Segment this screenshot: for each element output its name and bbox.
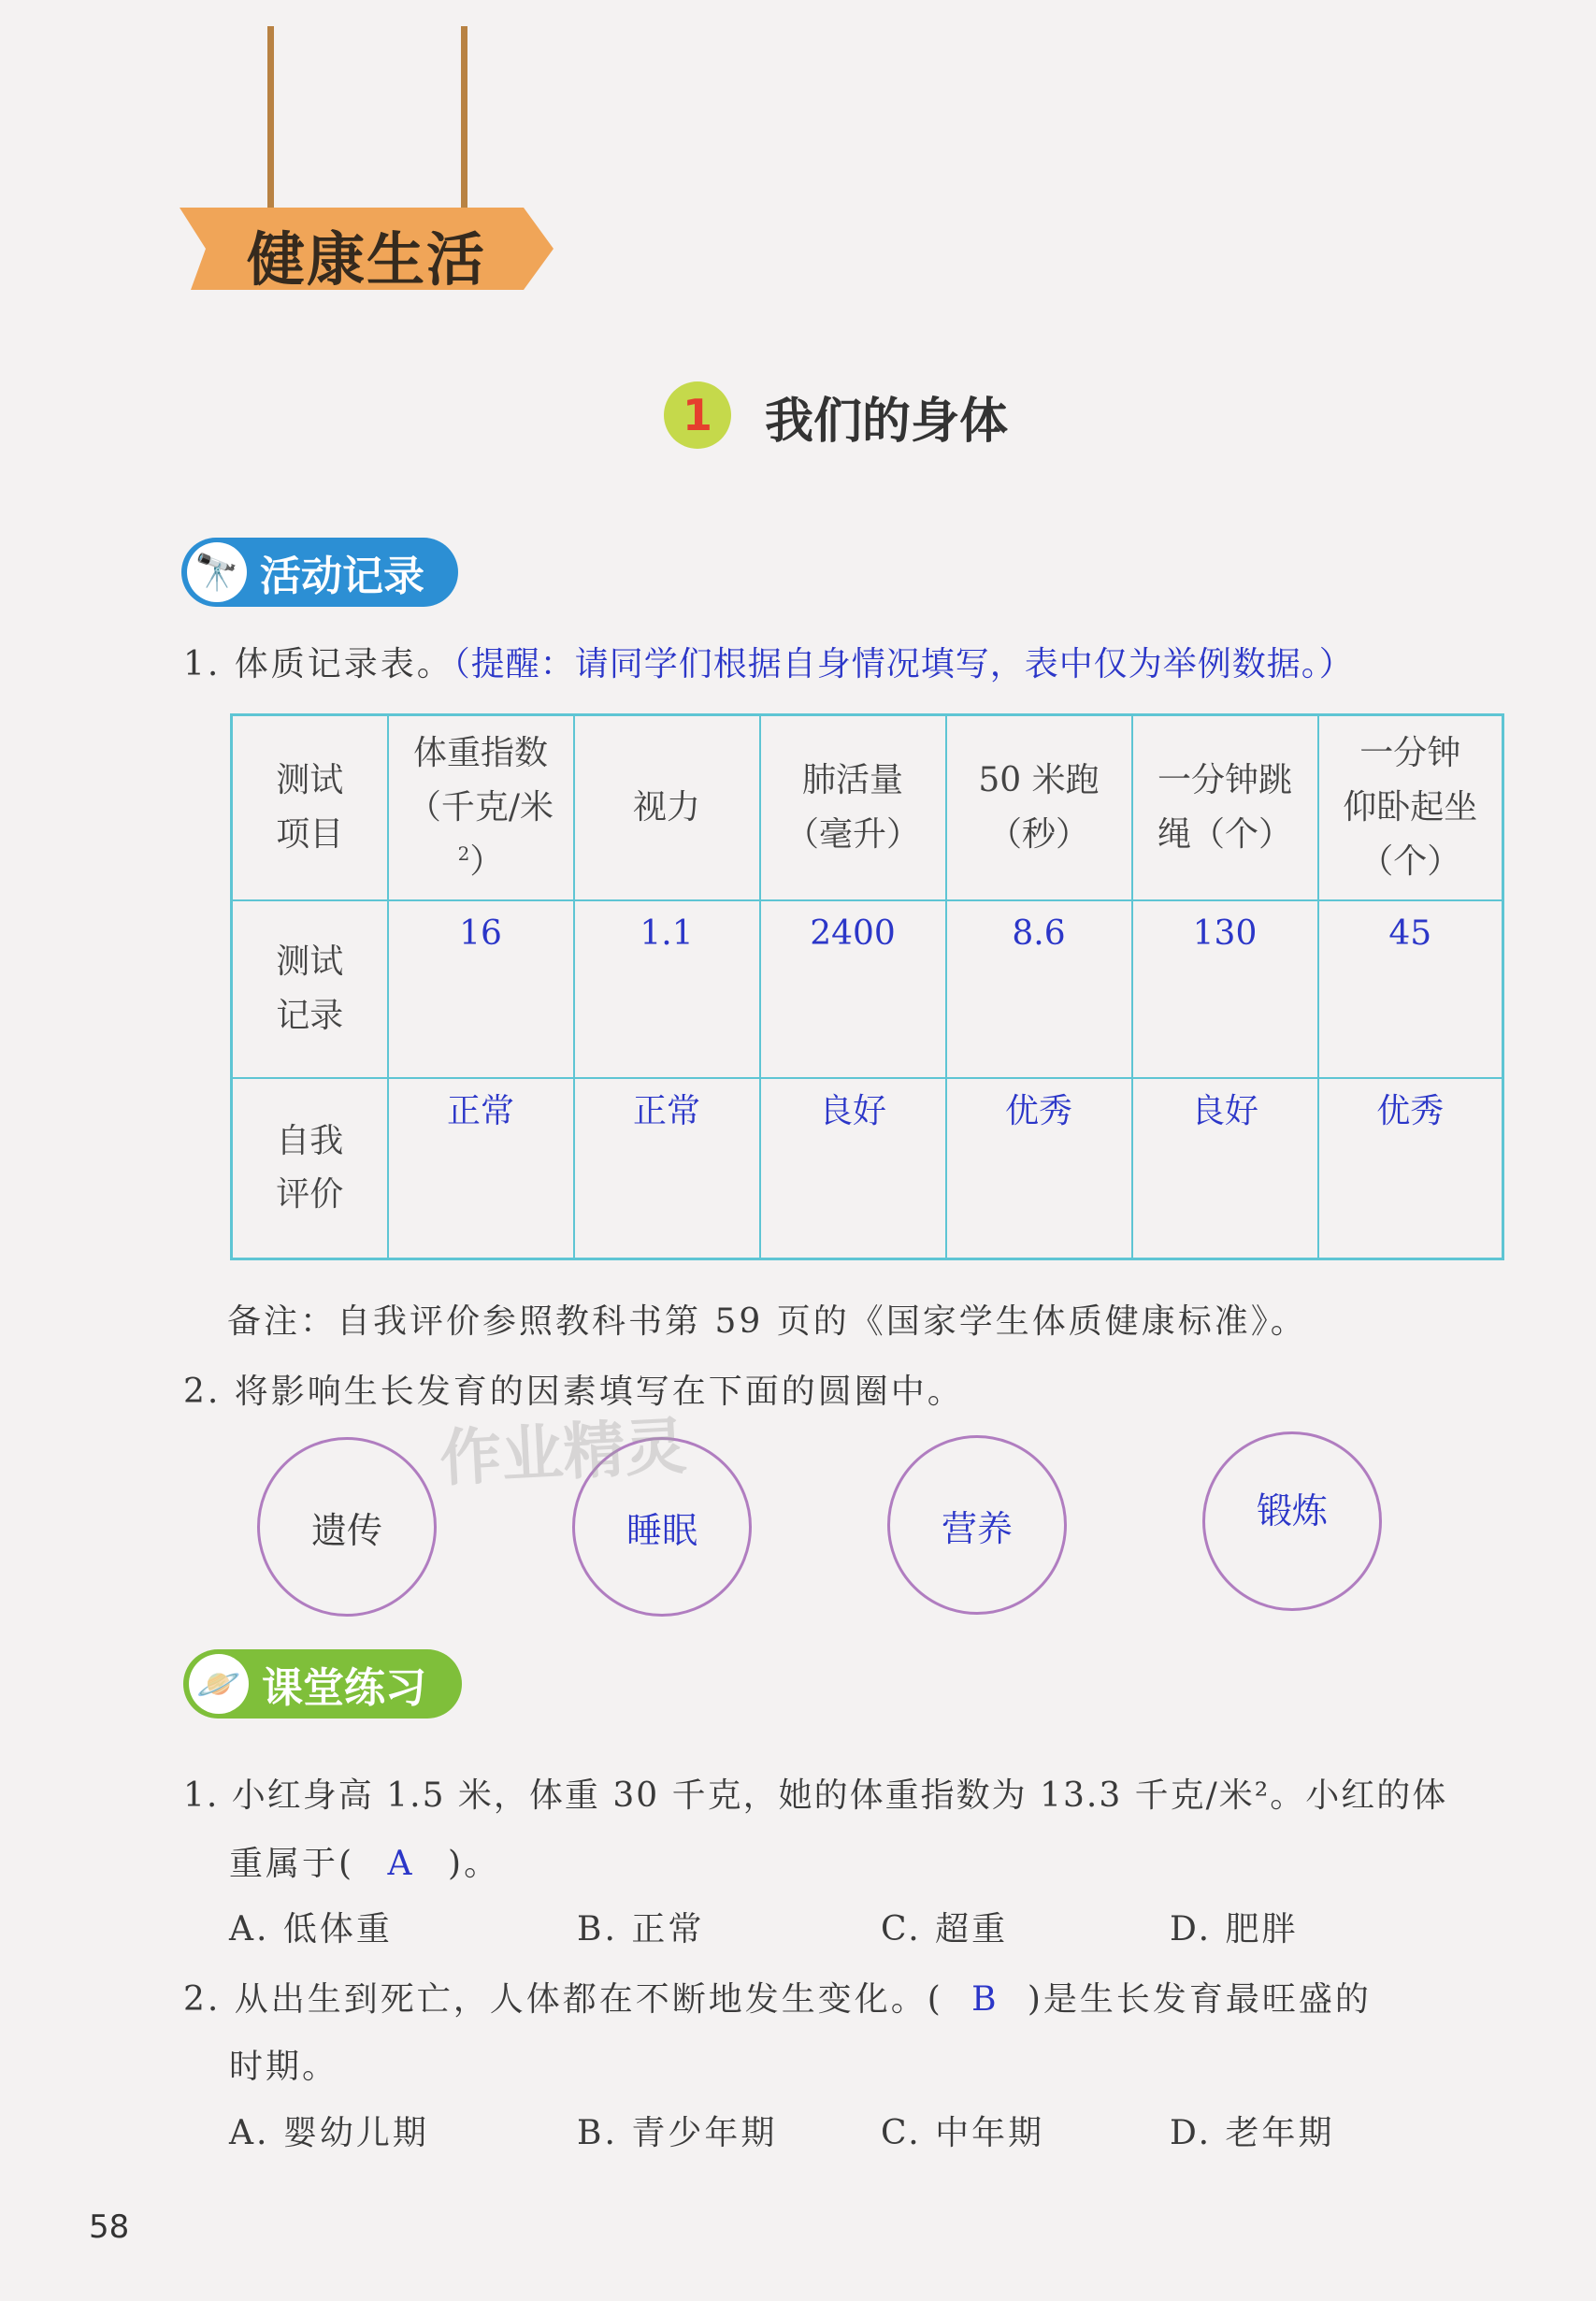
record-value-cell[interactable]: 2400 [760, 900, 946, 1078]
table-header-cell [1132, 715, 1318, 900]
activity-q1-hint: （提醒：请同学们根据自身情况填写，表中仅为举例数据。） [453, 645, 1354, 683]
header-5: 一分钟跳 绳（个） [1157, 761, 1292, 854]
evaluation-value-cell[interactable]: 正常 [574, 1078, 760, 1259]
option-a: A. 婴幼儿期 [229, 2114, 429, 2152]
factor-text: 睡眠 [625, 1509, 697, 1551]
header-2: 视力 [632, 787, 700, 827]
option-b: B. 青少年期 [577, 2114, 778, 2152]
record-value-cell[interactable]: 8.6 [946, 900, 1132, 1078]
practice-q2-line1 [183, 1973, 1372, 2021]
factor-circle-heredity[interactable] [257, 1437, 437, 1617]
table-header-cell [574, 715, 760, 900]
table-header-cell [1318, 715, 1503, 900]
option-c: C. 中年期 [881, 2114, 1045, 2152]
page-number: 58 [89, 2208, 130, 2246]
table-note: 备注：自我评价参照教科书第 59 页的《国家学生体质健康标准》。 [227, 1302, 1307, 1341]
evaluation-value-cell[interactable]: 优秀 [946, 1078, 1132, 1259]
physique-record-table [230, 713, 1504, 1260]
activity-q2: 2. 将影响生长发育的因素填写在下面的圆圈中。 [183, 1373, 964, 1411]
header-4: 50 米跑 （秒） [978, 761, 1100, 854]
lesson-number: 1 [664, 381, 731, 449]
activity-tag [181, 538, 458, 607]
row-label: 测试 记录 [232, 900, 388, 1078]
practice-tag-label: 课堂练习 [262, 1664, 426, 1712]
option-d: D. 老年期 [1170, 2114, 1335, 2152]
practice-tag [183, 1649, 462, 1719]
banner-rope-right [461, 26, 467, 223]
watermark: 作业精灵 [438, 1410, 689, 1495]
table-row [232, 1078, 1503, 1259]
unit-title: 健康生活 [247, 225, 487, 294]
evaluation-value-cell[interactable]: 良好 [1132, 1078, 1318, 1259]
option-d: D. 肥胖 [1170, 1910, 1299, 1949]
banner-rope-left [267, 26, 274, 223]
table-header-cell [388, 715, 574, 900]
planet-icon: 🪐 [189, 1654, 249, 1714]
table-row [232, 900, 1503, 1078]
practice-q2-line2: 时期。 [229, 2048, 339, 2086]
record-value-cell[interactable]: 130 [1132, 900, 1318, 1078]
record-value-cell[interactable]: 1.1 [574, 900, 760, 1078]
table-header-cell [760, 715, 946, 900]
activity-q1-text: 1. 体质记录表。 [183, 645, 453, 683]
evaluation-value-cell[interactable]: 正常 [388, 1078, 574, 1259]
record-value-cell[interactable]: 16 [388, 900, 574, 1078]
header-6: 一分钟 仰卧起坐 （个） [1343, 734, 1478, 881]
option-c: C. 超重 [881, 1910, 1009, 1949]
header-3: 肺活量 （毫升） [784, 761, 920, 854]
answer-blank-2[interactable]: B [971, 1980, 999, 2019]
activity-tag-label: 活动记录 [260, 553, 424, 600]
practice-q2-pre: 2. 从出生到死亡，人体都在不断地发生变化。( [183, 1980, 943, 2019]
option-b: B. 正常 [577, 1910, 705, 1949]
table-header-row [232, 715, 1503, 900]
practice-q2-post: )是生长发育最旺盛的 [1027, 1980, 1372, 2019]
answer-blank-1[interactable]: A [387, 1845, 415, 1883]
table-header-cell [232, 715, 388, 900]
practice-q1-post: )。 [448, 1845, 501, 1883]
practice-q1-line1: 1. 小红身高 1.5 米，体重 30 千克，她的体重指数为 13.3 千克/米²。小红的体 [183, 1776, 1448, 1815]
record-value-cell[interactable]: 45 [1318, 900, 1503, 1078]
factor-circle-exercise[interactable] [1202, 1431, 1382, 1611]
lesson-title: 我们的身体 [765, 394, 1009, 450]
table-header-cell [946, 715, 1132, 900]
activity-q1 [183, 638, 1354, 685]
header-0: 测试 项目 [276, 761, 344, 854]
evaluation-value-cell[interactable]: 良好 [760, 1078, 946, 1259]
factor-text: 锻炼 [1256, 1489, 1328, 1532]
option-a: A. 低体重 [229, 1910, 393, 1949]
telescope-icon: 🔭 [187, 542, 247, 602]
factor-text: 营养 [941, 1507, 1013, 1549]
factor-circle-nutrition[interactable] [887, 1435, 1067, 1615]
practice-q1-line2 [229, 1837, 500, 1885]
row-label: 自我 评价 [232, 1078, 388, 1259]
factor-text: 遗传 [310, 1509, 382, 1551]
practice-q1-pre: 重属于( [229, 1845, 355, 1883]
evaluation-value-cell[interactable]: 优秀 [1318, 1078, 1503, 1259]
header-1: 体重指数 （千克/米$^2$） [407, 734, 554, 881]
